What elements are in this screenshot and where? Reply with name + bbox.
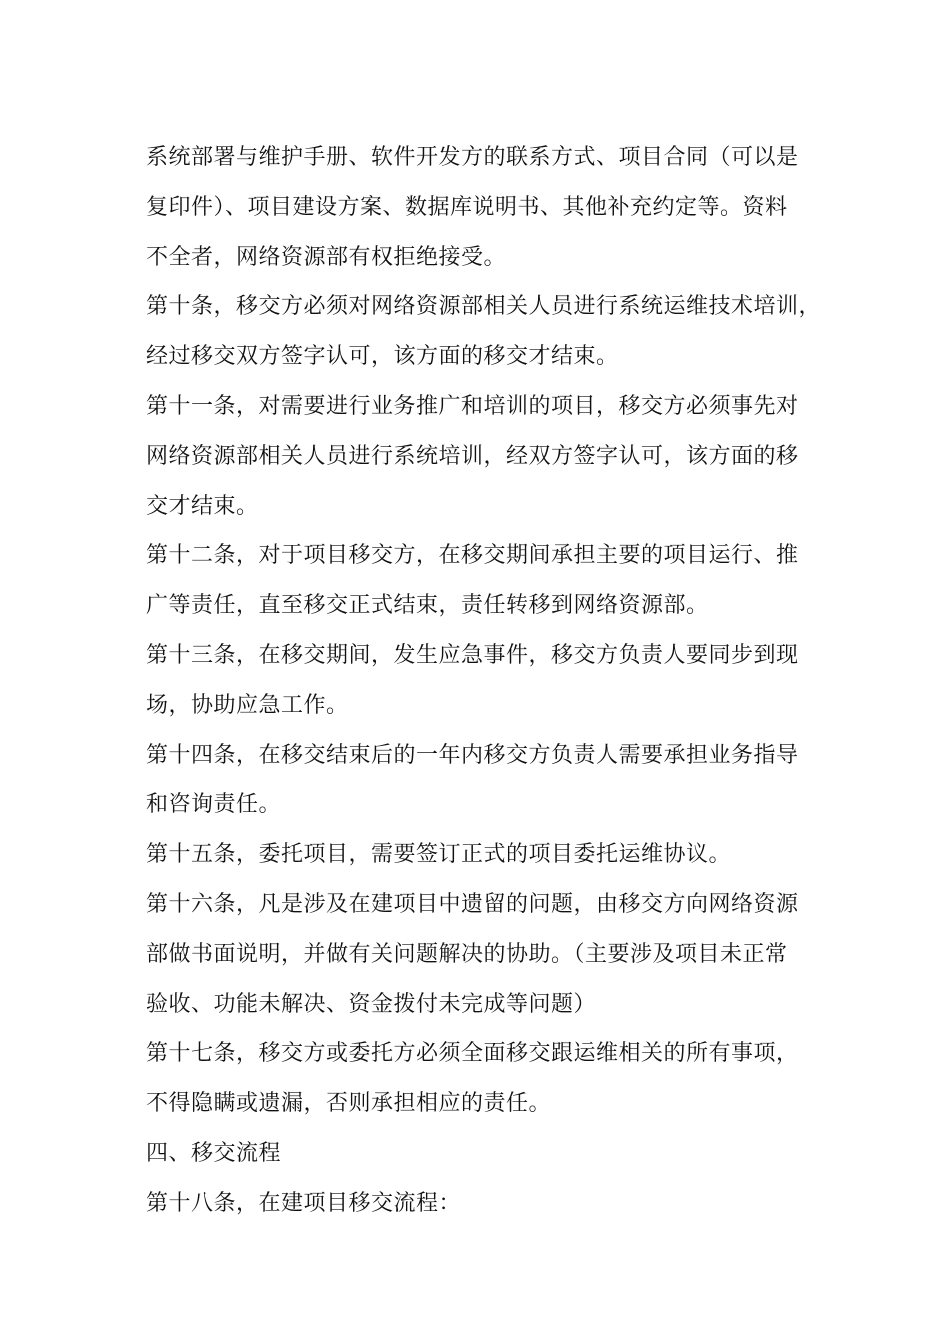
text-line: 验收、功能未解决、资金拨付未完成等问题） (146, 991, 597, 1017)
article-15-line: 第十五条，委托项目，需要签订正式的项目委托运维协议。 (146, 842, 732, 868)
article-13-line: 第十三条，在移交期间，发生应急事件，移交方负责人要同步到现 (146, 642, 799, 668)
document-body (146, 133, 846, 1229)
article-18-line: 第十八条，在建项目移交流程： (146, 1190, 462, 1216)
article-10-line: 第十条，移交方必须对网络资源部相关人员进行系统运维技术培训， (146, 294, 822, 320)
text-line: 场，协助应急工作。 (146, 692, 349, 718)
text-line: 网络资源部相关人员进行系统培训，经双方签字认可，该方面的移 (146, 443, 799, 469)
article-16-line: 第十六条，凡是涉及在建项目中遗留的问题，由移交方向网络资源 (146, 891, 799, 917)
text-line: 和咨询责任。 (146, 792, 282, 818)
text-line: 交才结束。 (146, 493, 259, 519)
section-heading: 四、移交流程 (146, 1140, 282, 1166)
text-line: 部做书面说明，并做有关问题解决的协助。（主要涉及项目未正常 (146, 941, 788, 967)
article-12-line: 第十二条，对于项目移交方，在移交期间承担主要的项目运行、推 (146, 543, 799, 569)
article-14-line: 第十四条，在移交结束后的一年内移交方负责人需要承担业务指导 (146, 742, 799, 768)
text-line: 经过移交双方签字认可，该方面的移交才结束。 (146, 344, 619, 370)
text-line: 不得隐瞒或遗漏，否则承担相应的责任。 (146, 1091, 552, 1117)
text-line: 广等责任，直至移交正式结束，责任转移到网络资源部。 (146, 593, 709, 619)
article-17-line: 第十七条，移交方或委托方必须全面移交跟运维相关的所有事项， (146, 1041, 799, 1067)
text-line: 复印件）、项目建设方案、数据库说明书、其他补充约定等。资料 (146, 194, 788, 220)
text-line: 不全者，网络资源部有权拒绝接受。 (146, 244, 507, 270)
article-11-line: 第十一条，对需要进行业务推广和培训的项目，移交方必须事先对 (146, 393, 799, 419)
text-line: 系统部署与维护手册、软件开发方的联系方式、项目合同（可以是 (146, 145, 799, 170)
